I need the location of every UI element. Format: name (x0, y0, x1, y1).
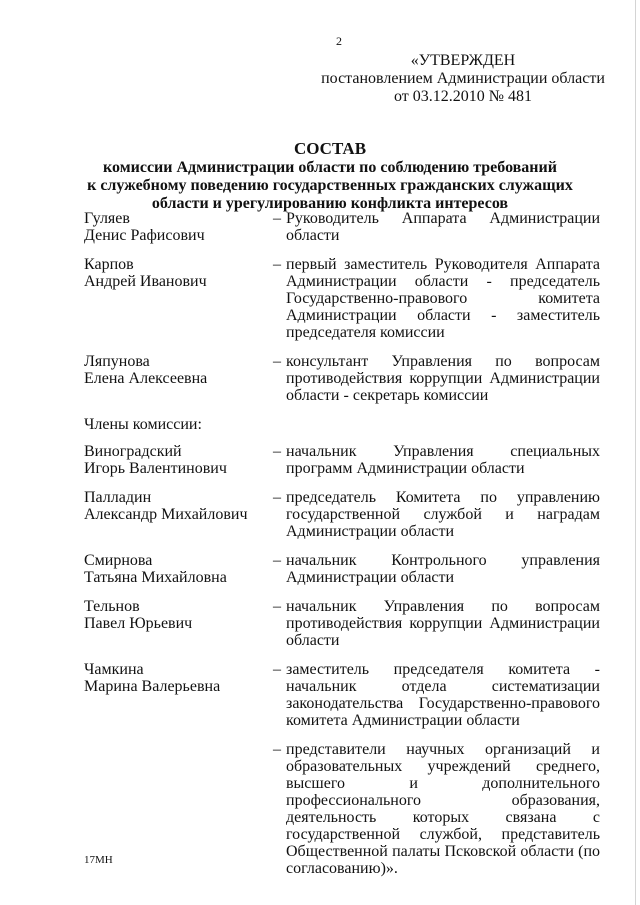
member-first-name: Александр Михайлович (84, 506, 248, 523)
roster-entry (84, 741, 600, 877)
dash-separator: – (273, 489, 281, 506)
dash-separator: – (273, 598, 281, 615)
roster-entry (84, 210, 600, 244)
roster-entry (84, 256, 600, 341)
member-first-name: Елена Алексеевна (84, 370, 208, 387)
member-position: Руководитель Аппарата Администрации области (286, 210, 600, 244)
scan-edge-line (635, 0, 636, 905)
dash-separator: – (273, 443, 281, 460)
roster-entry (84, 552, 600, 586)
approval-stamp (318, 52, 608, 106)
member-position: начальник Управления специальных программ Администрации области (286, 443, 600, 477)
title-line: области и урегулированию конфликта интересов (151, 195, 509, 212)
member-position: представители научных организаций и образовательных учреждений среднего, высшего и дополнительного профессионального образования, деятельность которых связана с государственной службой, представитель Общественной палаты Псковской области (по согласованию)». (286, 741, 600, 877)
approval-date: от 03.12.2010 № 481 (393, 88, 533, 105)
roster-entry (84, 489, 600, 540)
dash-separator: – (273, 353, 281, 370)
member-position: начальник Контрольного управления Администрации области (286, 552, 600, 586)
title-line: к служебному поведению государственных гражданских служащих (87, 177, 573, 194)
member-last-name: Карпов (84, 256, 134, 273)
dash-separator: – (273, 661, 281, 678)
roster-entry (84, 661, 600, 729)
member-last-name: Тельнов (84, 598, 140, 615)
members-section-label: Члены комиссии: (84, 416, 202, 433)
roster-entry (84, 598, 600, 649)
member-position: заместитель председателя комитета - начальник отдела систематизации законодательства Государственно-правового комитета Администрации области (286, 661, 600, 729)
member-name (84, 661, 269, 695)
member-last-name: Чамкина (84, 661, 144, 678)
approval-authority: постановлением Администрации области (321, 70, 605, 87)
member-last-name: Виноградский (84, 443, 182, 460)
member-position: председатель Комитета по управлению государственной службой и наградам Администрации области (286, 489, 600, 540)
member-first-name: Андрей Иванович (84, 273, 207, 290)
roster-entry (84, 353, 600, 404)
committee-roster (84, 210, 600, 889)
dash-separator: – (273, 256, 281, 273)
dash-separator: – (273, 552, 281, 569)
member-first-name: Павел Юрьевич (84, 615, 193, 632)
member-last-name: Палладин (84, 489, 152, 506)
document-title (60, 140, 600, 213)
member-position: начальник Управления по вопросам противодействия коррупции Администрации области (286, 598, 600, 649)
member-last-name: Гуляев (84, 210, 130, 227)
member-first-name: Марина Валерьевна (84, 678, 221, 695)
dash-separator: – (273, 210, 281, 227)
page-number: 2 (336, 34, 342, 48)
member-name (84, 443, 269, 477)
member-first-name: Татьяна Михайловна (84, 569, 227, 586)
member-last-name: Смирнова (84, 552, 153, 569)
approval-title: «УТВЕРЖДЕН (410, 52, 516, 69)
member-position: первый заместитель Руководителя Аппарата Администрации области - председатель Государственно-правового комитета Администрации области - заместитель председателя комиссии (286, 256, 600, 341)
member-name (84, 210, 269, 244)
member-name (84, 256, 269, 290)
member-name (84, 598, 269, 632)
title-line: комиссии Администрации области по соблюдению требований (103, 159, 557, 176)
member-name (84, 552, 269, 586)
member-name (84, 353, 269, 387)
footer-code: 17МН (84, 854, 113, 866)
dash-separator: – (273, 741, 281, 758)
member-name (84, 489, 269, 523)
member-last-name: Ляпунова (84, 353, 150, 370)
member-first-name: Игорь Валентинович (84, 460, 227, 477)
roster-entry (84, 443, 600, 477)
title-heading: СОСТАВ (293, 139, 367, 158)
member-position: консультант Управления по вопросам противодействия коррупции Администрации области - секретарь комиссии (286, 353, 600, 404)
member-first-name: Денис Рафисович (84, 227, 205, 244)
